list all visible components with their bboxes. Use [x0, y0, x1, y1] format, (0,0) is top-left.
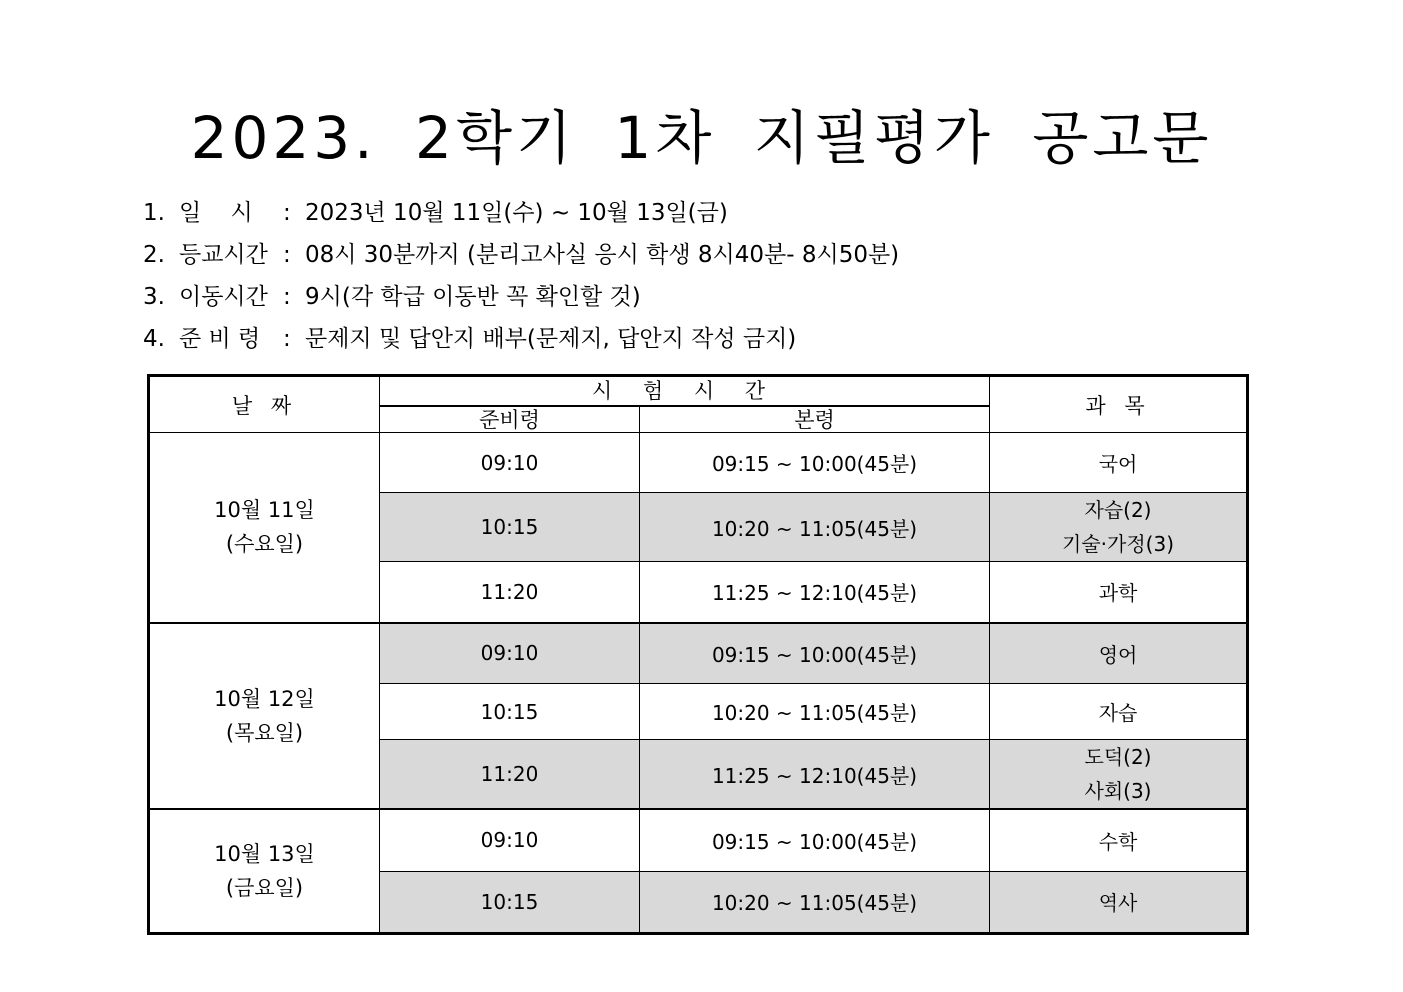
header-main-bell: 본령 — [640, 406, 990, 433]
item-value: 08시 30분까지 (분리고사실 응시 학생 8시40분- 8시50분) — [305, 242, 900, 268]
subject-cell — [990, 871, 1248, 933]
prep-bell-cell: 10:15 — [380, 871, 640, 933]
header-prep-bell: 준비령 — [380, 406, 640, 433]
main-bell-cell: 10:20 ~ 11:05(45분) — [640, 493, 990, 562]
item-colon: : — [283, 242, 291, 268]
prep-bell-cell: 11:20 — [380, 740, 640, 810]
item-label: 등교시간 — [179, 242, 268, 268]
subject-cell — [990, 740, 1248, 810]
item-colon: : — [283, 284, 291, 310]
prep-bell-cell: 09:10 — [380, 809, 640, 871]
subject-cell — [990, 623, 1248, 684]
date-label: 10월 13일 — [214, 841, 315, 866]
weekday-label: (수요일) — [225, 532, 304, 557]
item-value: 문제지 및 답안지 배부(문제지, 답안지 작성 금지) — [305, 326, 797, 352]
weekday-label: (금요일) — [225, 875, 304, 900]
subject-label: 국어 — [1098, 452, 1138, 476]
prep-bell-cell: 10:15 — [380, 493, 640, 562]
main-bell-cell: 11:25 ~ 12:10(45분) — [640, 740, 990, 810]
subject-cell — [990, 493, 1248, 562]
header-exam-time: 시 험 시 간 — [380, 376, 990, 407]
header-subject: 과 목 — [990, 376, 1248, 433]
subject-cell — [990, 809, 1248, 871]
item-label: 준 비 령 — [179, 326, 261, 352]
notice-item-date — [143, 196, 899, 238]
notice-items — [143, 196, 899, 364]
main-bell-cell: 09:15 ~ 10:00(45분) — [640, 623, 990, 684]
item-number: 3. — [143, 284, 165, 310]
date-cell — [149, 623, 380, 810]
subject-label: 수학 — [1098, 829, 1138, 854]
subject-label: 역사 — [1098, 891, 1138, 915]
prep-bell-cell: 11:20 — [380, 562, 640, 623]
notice-item-arrival — [143, 238, 899, 280]
subject-label: 사회(3) — [1084, 779, 1152, 803]
subject-label: 자습 — [1098, 701, 1138, 725]
item-number: 1. — [143, 200, 165, 226]
schedule-body — [149, 433, 1248, 934]
table-row — [149, 623, 1248, 684]
main-bell-cell: 10:20 ~ 11:05(45분) — [640, 684, 990, 740]
subject-label: 과학 — [1098, 581, 1138, 606]
item-label: 일 시 — [179, 200, 253, 226]
subject-cell — [990, 433, 1248, 493]
subject-label: 영어 — [1098, 642, 1138, 667]
date-cell — [149, 809, 380, 933]
subject-label: 기술·가정(3) — [1062, 532, 1174, 556]
item-value: 9시(각 학급 이동반 꼭 확인할 것) — [305, 284, 641, 310]
prep-bell-cell: 10:15 — [380, 684, 640, 740]
page-title: 2023. 2학기 1차 지필평가 공고문 — [190, 104, 1213, 172]
item-colon: : — [283, 326, 291, 352]
item-number: 2. — [143, 242, 165, 268]
main-bell-cell: 09:15 ~ 10:00(45분) — [640, 809, 990, 871]
prep-bell-cell: 09:10 — [380, 433, 640, 493]
notice-item-move — [143, 280, 899, 322]
exam-schedule-table — [147, 374, 1249, 935]
item-colon: : — [283, 200, 291, 226]
table-row — [149, 433, 1248, 493]
item-number: 4. — [143, 326, 165, 352]
date-label: 10월 11일 — [214, 498, 315, 523]
subject-cell — [990, 684, 1248, 740]
date-label: 10월 12일 — [214, 686, 315, 711]
main-bell-cell: 09:15 ~ 10:00(45분) — [640, 433, 990, 493]
header-date: 날 짜 — [149, 376, 380, 433]
date-cell — [149, 433, 380, 623]
subject-label: 도덕(2) — [1084, 745, 1152, 769]
subject-cell — [990, 562, 1248, 623]
notice-item-prep — [143, 322, 899, 364]
prep-bell-cell: 09:10 — [380, 623, 640, 684]
main-bell-cell: 11:25 ~ 12:10(45분) — [640, 562, 990, 623]
main-bell-cell: 10:20 ~ 11:05(45분) — [640, 871, 990, 933]
table-row — [149, 809, 1248, 871]
item-label: 이동시간 — [179, 284, 268, 310]
weekday-label: (목요일) — [225, 720, 304, 745]
item-value: 2023년 10월 11일(수) ~ 10월 13일(금) — [305, 200, 728, 226]
subject-label: 자습(2) — [1084, 498, 1152, 522]
